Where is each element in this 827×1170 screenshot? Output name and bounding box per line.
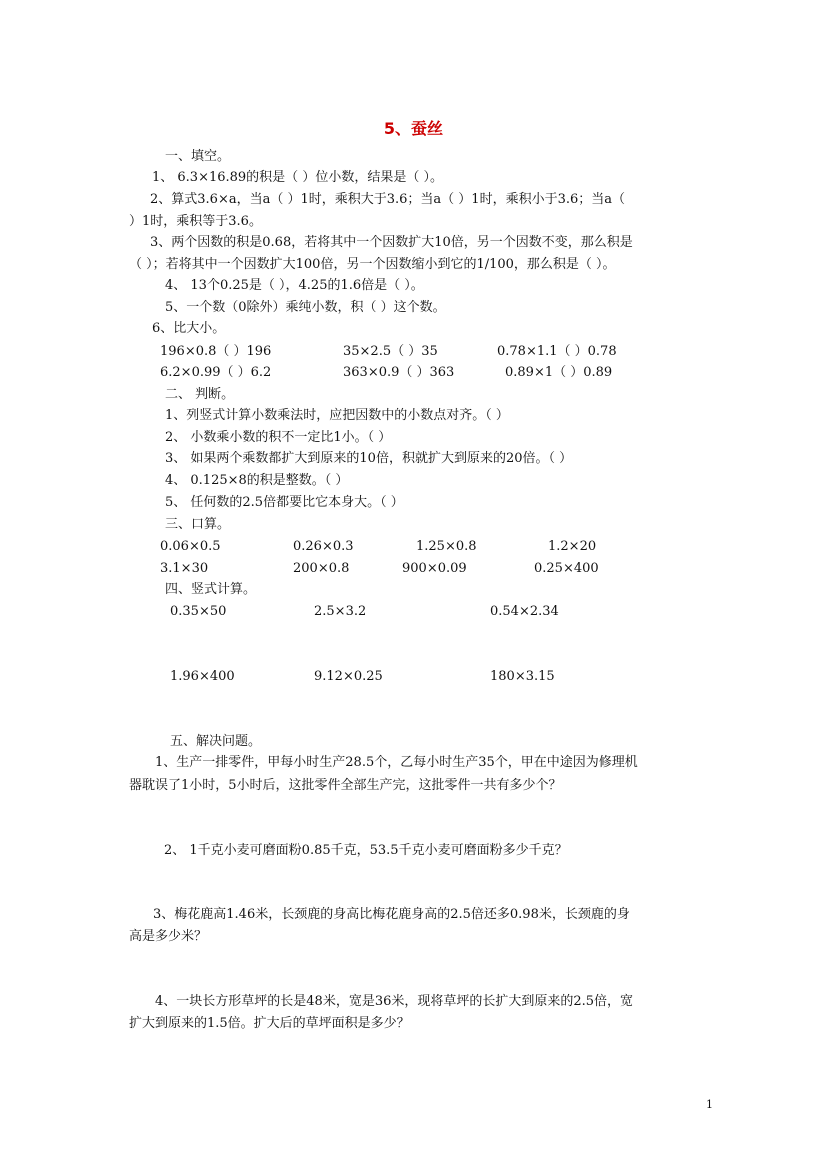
compare-item: 196×0.8（ ）196 xyxy=(160,344,272,359)
s5-problem-1-line-2: 器耽误了1小时，5小时后，这批零件全部生产完，这批零件一共有多少个？ xyxy=(129,778,562,793)
section-1-heading: 一、填空。 xyxy=(165,149,231,164)
section-3-heading: 三、口算。 xyxy=(165,517,231,532)
vertical-calc-item: 0.35×50 xyxy=(170,604,227,619)
mental-math-item: 200×0.8 xyxy=(293,561,350,576)
s5-problem-3-line-1: 3、梅花鹿高1.46米，长颈鹿的身高比梅花鹿身高的2.5倍还多0.98米，长颈鹿的身 xyxy=(153,907,630,922)
mental-math-item: 900×0.09 xyxy=(402,561,467,576)
compare-item: 0.78×1.1（ ）0.78 xyxy=(497,344,617,359)
compare-item: 35×2.5（ ）35 xyxy=(343,344,438,359)
s1-question-3-line-1: 3、两个因数的积是0.68，若将其中一个因数扩大10倍，另一个因数不变，那么积是 xyxy=(150,235,633,250)
s5-problem-3-line-2: 高是多少米？ xyxy=(129,929,208,944)
s1-question-1: 1、 6.3×16.89的积是（ ）位小数，结果是（ ）。 xyxy=(152,170,443,185)
s2-question-3: 3、 如果两个乘数都扩大到原来的10倍，积就扩大到原来的20倍。（ ） xyxy=(165,451,573,466)
page-number: 1 xyxy=(706,1098,713,1111)
section-2-heading: 二、 判断。 xyxy=(165,387,235,402)
section-5-heading: 五、解决问题。 xyxy=(170,734,262,749)
vertical-calc-item: 0.54×2.34 xyxy=(490,604,559,619)
mental-math-item: 1.2×20 xyxy=(548,539,597,554)
s5-problem-2: 2、 1千克小麦可磨面粉0.85千克，53.5千克小麦可磨面粉多少千克？ xyxy=(164,843,568,858)
s1-question-4: 4、 13个0.25是（ ），4.25的1.6倍是（ ）。 xyxy=(165,278,424,293)
compare-item: 363×0.9（ ）363 xyxy=(343,365,455,380)
s1-question-5: 5、一个数（0除外）乘纯小数，积（ ）这个数。 xyxy=(165,300,446,315)
s1-question-3-line-2: （ ）；若将其中一个因数扩大100倍，另一个因数缩小到它的1/100，那么积是（ ）。 xyxy=(129,257,616,272)
section-4-heading: 四、竖式计算。 xyxy=(165,582,257,597)
mental-math-item: 0.26×0.3 xyxy=(293,539,354,554)
s2-question-5: 5、 任何数的2.5倍都要比它本身大。（ ） xyxy=(165,495,404,510)
s1-question-6: 6、比大小。 xyxy=(152,321,226,336)
s2-question-4: 4、 0.125×8的积是整数。（ ） xyxy=(165,473,349,488)
mental-math-item: 1.25×0.8 xyxy=(416,539,477,554)
page-title: 5、蚕丝 xyxy=(383,119,444,138)
vertical-calc-item: 1.96×400 xyxy=(170,669,235,684)
vertical-calc-item: 2.5×3.2 xyxy=(314,604,367,619)
compare-item: 0.89×1（ ）0.89 xyxy=(505,365,613,380)
s5-problem-1-line-1: 1、生产一排零件，甲每小时生产28.5个，乙每小时生产35个，甲在中途因为修理机 xyxy=(155,755,638,770)
s2-question-2: 2、 小数乘小数的积不一定比1小。（ ） xyxy=(165,430,392,445)
s1-question-2-line-1: 2、算式3.6×a，当a（ ）1时，乘积大于3.6；当a（ ）1时，乘积小于3.6；当a（ xyxy=(150,192,625,207)
vertical-calc-item: 180×3.15 xyxy=(490,669,555,684)
mental-math-item: 0.06×0.5 xyxy=(160,539,221,554)
s5-problem-4-line-2: 扩大到原来的1.5倍。扩大后的草坪面积是多少？ xyxy=(129,1016,410,1031)
compare-item: 6.2×0.99（ ）6.2 xyxy=(160,365,272,380)
vertical-calc-item: 9.12×0.25 xyxy=(314,669,383,684)
mental-math-item: 3.1×30 xyxy=(160,561,209,576)
s1-question-2-line-2: ）1时，乘积等于3.6。 xyxy=(129,214,262,229)
s2-question-1: 1、列竖式计算小数乘法时，应把因数中的小数点对齐。（ ） xyxy=(165,408,509,423)
mental-math-item: 0.25×400 xyxy=(534,561,599,576)
s5-problem-4-line-1: 4、一块长方形草坪的长是48米，宽是36米，现将草坪的长扩大到原来的2.5倍，宽 xyxy=(155,994,634,1009)
